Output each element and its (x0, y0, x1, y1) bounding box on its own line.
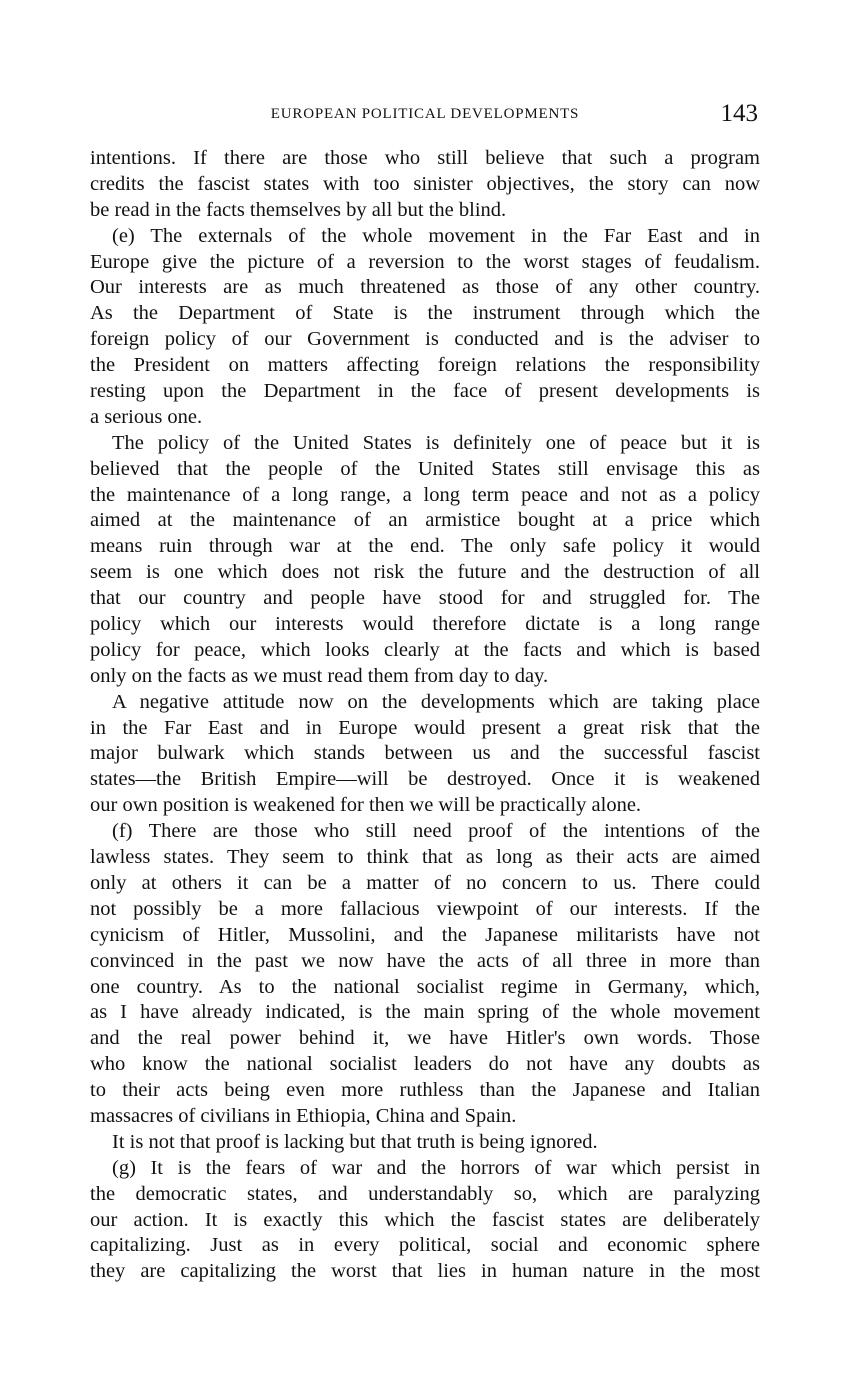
text-line: intentions. If there are those who still believe that such a program (90, 147, 760, 169)
text-line: that our country and people have stood for and struggled for. The (90, 587, 760, 610)
text-line: the maintenance of a long range, a long term peace and not as a policy (90, 483, 760, 506)
text-line: The policy of the United States is definitely one of peace but it is (112, 431, 760, 454)
text-line: capitalizing. Just as in every political, social and economic sphere (90, 1234, 760, 1257)
text-line: who know the national socialist leaders do not have any doubts as (90, 1053, 760, 1076)
text-line: one country. As to the national socialist regime in Germany, which, (90, 975, 760, 998)
text-line: the democratic states, and understandably so, which are paralyzing (90, 1182, 760, 1205)
text-line: aimed at the maintenance of an armistice bought at a price which (90, 509, 760, 532)
text-line: the President on matters affecting foreign relations the responsibility (90, 354, 760, 377)
running-title: EUROPEAN POLITICAL DEVELOPMENTS (270, 106, 580, 122)
text-line: A negative attitude now on the developments which are taking place (112, 690, 760, 713)
text-line: only at others it can be a matter of no concern to us. There could (90, 871, 760, 894)
text-line: and the real power behind it, we have Hitler's own words. Those (90, 1027, 760, 1050)
text-line: Europe give the picture of a reversion to the worst stages of feudalism. (90, 250, 760, 273)
text-line: our own position is weakened for then we will be practically alone. (90, 794, 642, 817)
text-line: lawless states. They seem to think that as long as their acts are aimed (90, 846, 760, 869)
text-line: (e) The externals of the whole movement in the Far East and in (112, 224, 760, 247)
text-line: they are capitalizing the worst that lies in human nature in the most (90, 1260, 760, 1283)
text-line: not possibly be a more fallacious viewpoint of our interests. If the (90, 897, 760, 920)
text-line: seem is one which does not risk the future and the destruction of all (90, 561, 760, 584)
text-line: policy for peace, which looks clearly at the facts and which is based (90, 638, 760, 661)
text-line: as I have already indicated, is the main spring of the whole movement (90, 1001, 760, 1024)
text-line: credits the fascist states with too sinister objectives, the story can now (90, 172, 760, 195)
text-line: policy which our interests would therefore dictate is a long range (90, 613, 760, 636)
text-line: As the Department of State is the instrument through which the (90, 302, 760, 325)
text-line: massacres of civilians in Ethiopia, China and Spain. (90, 1104, 517, 1127)
text-line: It is not that proof is lacking but that truth is being ignored. (112, 1130, 598, 1153)
text-line: believed that the people of the United States still envisage this as (90, 457, 760, 480)
text-line: only on the facts as we must read them from day to day. (90, 664, 549, 687)
text-line: cynicism of Hitler, Mussolini, and the Japanese militarists have not (90, 923, 760, 946)
text-line: (f) There are those who still need proof of the intentions of the (112, 820, 760, 843)
text-line: means ruin through war at the end. The only safe policy it would (90, 535, 760, 558)
text-line: our action. It is exactly this which the fascist states are deliberately (90, 1208, 760, 1231)
text-line: major bulwark which stands between us and the successful fascist (90, 742, 760, 765)
text-line: to their acts being even more ruthless than the Japanese and Italian (90, 1079, 760, 1102)
text-line: foreign policy of our Government is conducted and is the adviser to (90, 328, 760, 351)
body-text (90, 146, 760, 1285)
text-line: in the Far East and in Europe would present a great risk that the (90, 716, 760, 739)
text-line: states—the British Empire—will be destroyed. Once it is weakened (90, 768, 760, 791)
page-number: 143 (720, 100, 758, 127)
text-line: (g) It is the fears of war and the horrors of war which persist in (112, 1156, 760, 1179)
text-line: be read in the facts themselves by all but the blind. (90, 198, 507, 221)
running-header (90, 100, 760, 132)
text-line: Our interests are as much threatened as those of any other country. (90, 276, 760, 299)
text-line: resting upon the Department in the face of present developments is (90, 380, 760, 403)
text-line: convinced in the past we now have the acts of all three in more than (90, 949, 760, 972)
text-line: a serious one. (90, 405, 203, 428)
